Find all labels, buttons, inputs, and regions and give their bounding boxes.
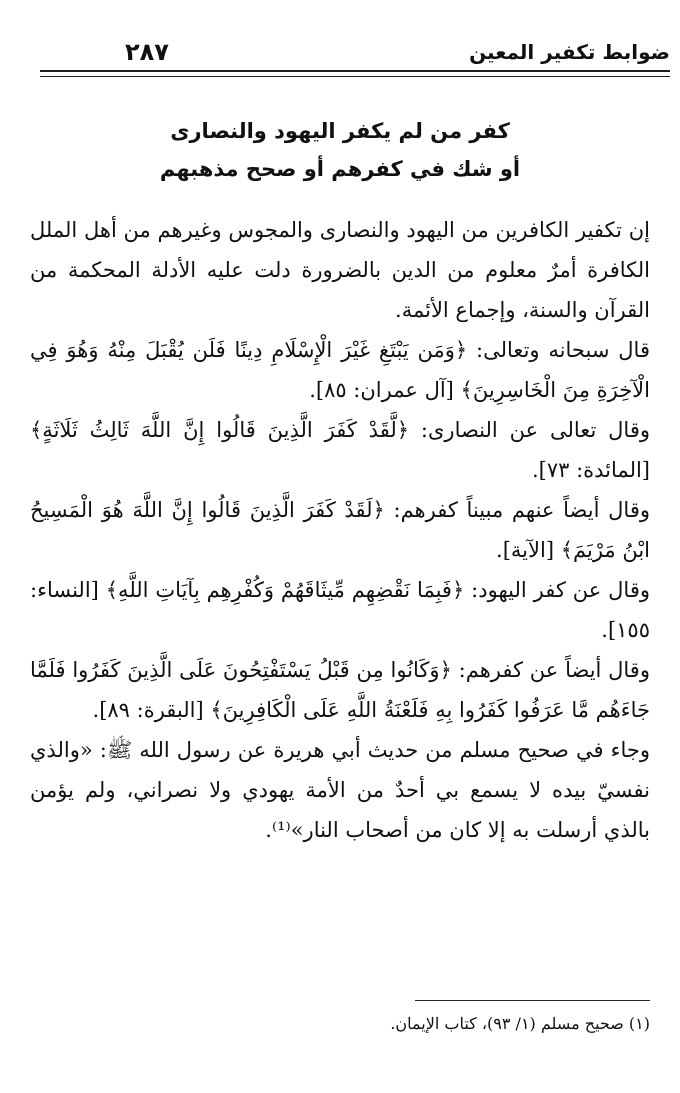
section-title-line-2: أو شك في كفرهم أو صحح مذهبهم	[159, 157, 521, 181]
page-header	[40, 30, 670, 80]
footnote: (١) صحيح مسلم (١/ ٩٣)، كتاب الإيمان.	[390, 1014, 650, 1033]
header-rule	[40, 70, 670, 77]
paragraph: وجاء في صحيح مسلم من حديث أبي هريرة عن رسول الله ﷺ: «والذي نفسيّ بيده لا يسمع بي أحدٌ من الأمة يهودي ولا نصراني، ولم يؤمن بالذي أرسلت به إلا كان من أصحاب النار»⁽¹⁾.	[30, 738, 650, 842]
paragraph: وقال أيضاً عنهم مبيناً كفرهم: ﴿لَقَدْ كَفَرَ الَّذِينَ قَالُوا إِنَّ اللَّهَ هُوَ الْمَسِيحُ ابْنُ مَرْيَمَ﴾ [الآية].	[30, 498, 650, 562]
section-title	[0, 112, 680, 188]
running-head-title: ضوابط تكفير المعين	[469, 40, 670, 64]
page-number: ٢٨٧	[125, 38, 169, 66]
body-text	[30, 210, 650, 850]
paragraph: قال سبحانه وتعالى: ﴿وَمَن يَبْتَغِ غَيْرَ الْإِسْلَامِ دِينًا فَلَن يُقْبَلَ مِنْهُ وَهُوَ فِي الْآخِرَةِ مِنَ الْخَاسِرِينَ﴾ [آل عمران: ٨٥].	[30, 338, 650, 402]
section-title-line-1: كفر من لم يكفر اليهود والنصارى	[170, 119, 510, 143]
footnote-divider	[415, 1000, 650, 1001]
paragraph: وقال أيضاً عن كفرهم: ﴿وَكَانُوا مِن قَبْلُ يَسْتَفْتِحُونَ عَلَى الَّذِينَ كَفَرُوا فَلَمَّا جَاءَهُم مَّا عَرَفُوا كَفَرُوا بِهِ فَلَعْنَةُ اللَّهِ عَلَى الْكَافِرِينَ﴾ [البقرة: ٨٩].	[30, 658, 650, 722]
paragraph: إن تكفير الكافرين من اليهود والنصارى والمجوس وغيرهم من أهل الملل الكافرة أمرٌ معلوم من الدين بالضرورة دلت عليه الأدلة المحكمة من القرآن والسنة، وإجماع الأئمة.	[30, 218, 650, 322]
paragraph: وقال عن كفر اليهود: ﴿فَبِمَا نَقْضِهِم مِّيثَاقَهُمْ وَكُفْرِهِم بِآيَاتِ اللَّهِ﴾ [النساء: ١٥٥].	[30, 578, 650, 642]
paragraph: وقال تعالى عن النصارى: ﴿لَّقَدْ كَفَرَ الَّذِينَ قَالُوا إِنَّ اللَّهَ ثَالِثُ ثَلَاثَةٍ﴾ [المائدة: ٧٣].	[30, 418, 650, 482]
